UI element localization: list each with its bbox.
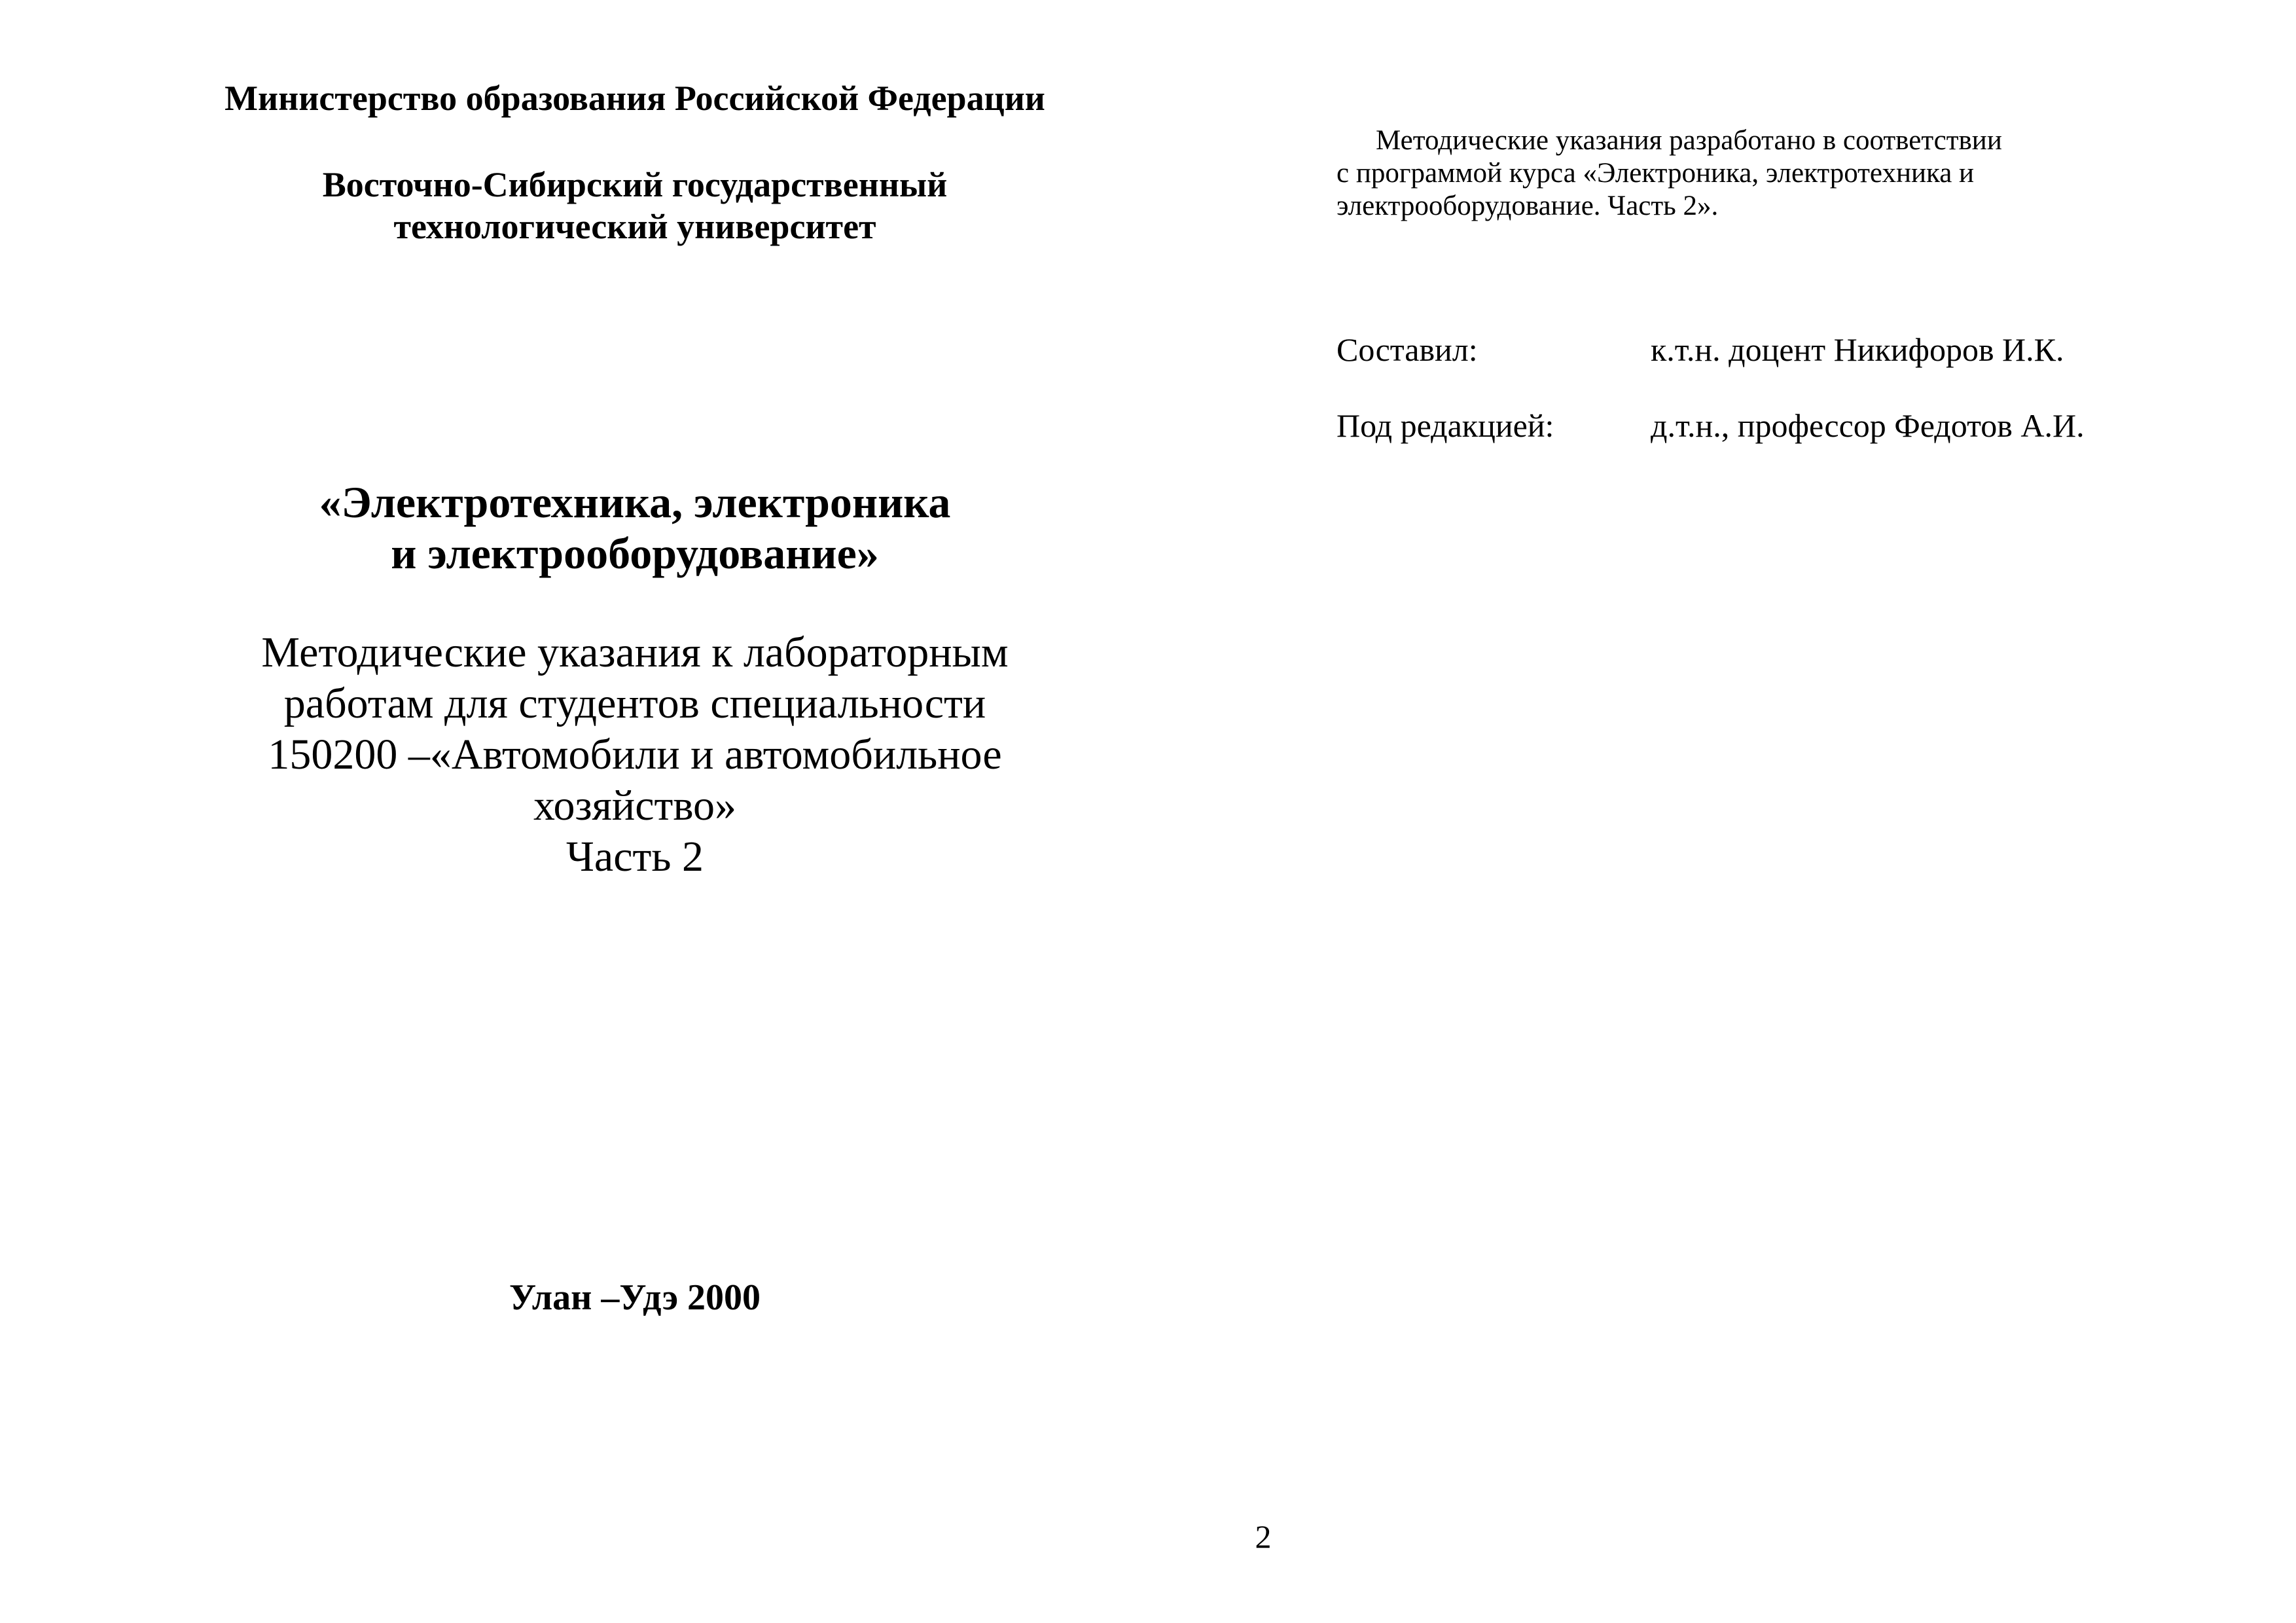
course-title bbox=[170, 477, 1100, 579]
guide-line: 150200 –«Автомобили и автомобильное bbox=[268, 731, 1002, 778]
ministry-heading: Министерство образования Российской Федерации bbox=[224, 79, 1045, 118]
guide-line: хозяйство» bbox=[533, 782, 737, 830]
development-note bbox=[1336, 124, 2017, 223]
guide-description bbox=[170, 627, 1100, 883]
university-line: технологический университет bbox=[393, 207, 876, 246]
credit-role: Составил: bbox=[1336, 331, 1478, 368]
guide-line: Методические указания к лабораторным bbox=[261, 629, 1009, 676]
course-title-line: «Электротехника, электроника bbox=[319, 477, 951, 527]
credit-person: д.т.н., профессор Федотов А.И. bbox=[1651, 407, 2085, 444]
credit-compiler bbox=[1336, 330, 2187, 369]
note-line: Методические указания разработано в соответствии с bbox=[1336, 125, 2002, 189]
guide-line: работам для студентов специальности bbox=[283, 680, 986, 727]
credit-role: Под редакцией: bbox=[1336, 407, 1554, 444]
course-title-line: и электрооборудование» bbox=[391, 528, 879, 578]
university-line: Восточно-Сибирский государственный bbox=[322, 165, 948, 204]
credit-editor bbox=[1336, 406, 2187, 445]
credit-person: к.т.н. доцент Никифоров И.К. bbox=[1651, 331, 2064, 368]
note-line: программой курса «Электроника, электротехника и bbox=[1355, 158, 1975, 189]
university-name bbox=[170, 164, 1100, 247]
note-line: электрооборудование. Часть 2». bbox=[1336, 191, 1719, 221]
city-year: Улан –Удэ 2000 bbox=[509, 1277, 761, 1318]
page-number: 2 bbox=[1255, 1518, 1272, 1555]
guide-line: Часть 2 bbox=[566, 833, 704, 881]
